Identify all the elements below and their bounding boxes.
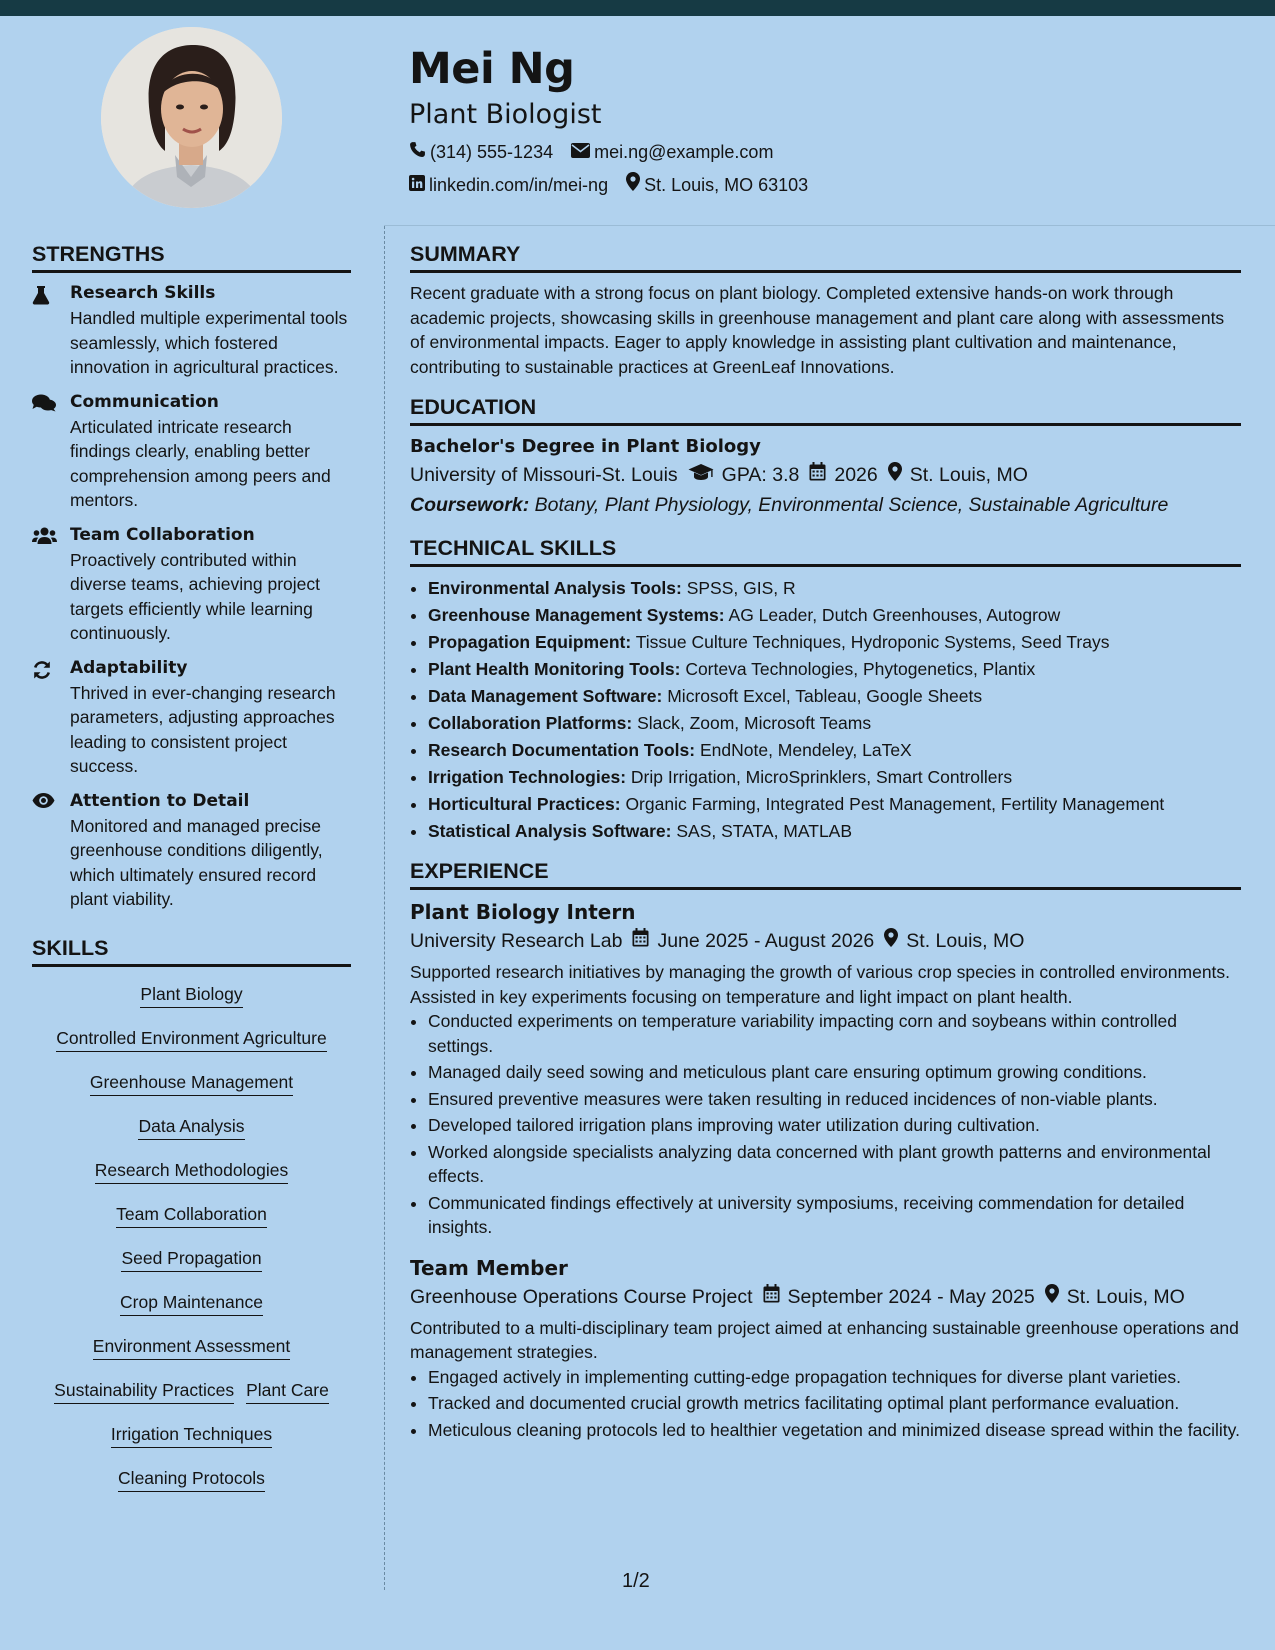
list-item: • Meticulous cleaning protocols led to healthier vegetation and minimized disease spread within the facility. (428, 1418, 1241, 1443)
skills-heading: SKILLS (32, 934, 351, 967)
email-address[interactable]: mei.ng@example.com (594, 142, 774, 162)
strength-title: Communication (70, 391, 219, 412)
strength-description: Monitored and managed precise greenhouse conditions diligently, which ultimately ensured record plant viability. (70, 815, 323, 909)
summary-heading: SUMMARY (410, 240, 1241, 273)
skill-tag: Environment Assessment (93, 1335, 290, 1360)
job-bullets (410, 1365, 1241, 1443)
strength-title: Research Skills (70, 283, 216, 303)
map-marker-icon (626, 172, 644, 197)
technical-skills-heading: TECHNICAL SKILLS (410, 534, 1241, 567)
skill-tag: Controlled Environment Agriculture (56, 1027, 326, 1052)
degree-title: Bachelor's Degree in Plant Biology (410, 436, 761, 457)
skill-tag: Irrigation Techniques (111, 1423, 272, 1448)
list-item: • Collaboration Platforms: Slack, Zoom, Microsoft Teams (428, 710, 1241, 737)
summary-text: Recent graduate with a strong focus on plant biology. Completed extensive hands-on work through academic projects, showcasing skills in greenhouse management and plant care along with assessments of environmental impacts. Eager to apply knowledge in assisting plant cultivation and maintenance, contributing to sustainable practices at GreenLeaf Innovations. (410, 283, 1225, 377)
strength-item (32, 281, 351, 380)
skill-tag: Team Collaboration (116, 1203, 267, 1228)
job-meta (410, 926, 1241, 956)
skill-tag: Research Methodologies (95, 1159, 289, 1184)
list-item: • Plant Health Monitoring Tools: Corteva Technologies, Phytogenetics, Plantix (428, 656, 1241, 683)
education-heading: EDUCATION (410, 393, 1241, 426)
strength-title: Team Collaboration (70, 524, 255, 545)
strength-title: Adaptability (70, 657, 188, 678)
list-item: • Greenhouse Management Systems: AG Leader, Dutch Greenhouses, Autogrow (428, 602, 1241, 629)
candidate-name: Mei Ng (409, 44, 575, 94)
linkedin-link[interactable]: linkedin.com/in/mei-ng (429, 174, 609, 195)
job-meta (410, 1282, 1241, 1312)
map-marker-icon (884, 926, 906, 956)
job-entry (410, 898, 1241, 1240)
job-description: Contributed to a multi-disciplinary team project aimed at enhancing sustainable greenhouse operations and management strategies. (410, 1317, 1239, 1362)
job-organization: Greenhouse Operations Course Project (410, 1285, 753, 1308)
skill-tag: Plant Biology (140, 983, 242, 1008)
education-meta (410, 460, 1241, 490)
header-divider (384, 225, 1275, 226)
phone-icon (409, 140, 430, 164)
list-item: • Conducted experiments on temperature variability impacting corn and soybeans within controlled settings. (428, 1009, 1241, 1058)
list-item: • Engaged actively in implementing cutting-edge propagation techniques for diverse plant varieties. (428, 1365, 1241, 1390)
comments-icon (32, 390, 70, 513)
linkedin-icon (409, 173, 429, 197)
strength-description: Proactively contributed within diverse teams, achieving project targets efficiently while learning continuously. (70, 549, 320, 643)
list-item: • Environmental Analysis Tools: SPSS, GIS, R (428, 575, 1241, 602)
coursework-label: Coursework: (410, 494, 530, 516)
list-item: • Propagation Equipment: Tissue Culture Techniques, Hydroponic Systems, Seed Trays (428, 629, 1241, 656)
candidate-title: Plant Biologist (409, 99, 602, 130)
right-column (410, 240, 1241, 1444)
strength-item (32, 523, 351, 646)
job-dates: June 2025 - August 2026 (657, 930, 875, 952)
list-item: • Irrigation Technologies: Drip Irrigation, MicroSprinklers, Smart Controllers (428, 764, 1241, 791)
job-location: St. Louis, MO (906, 930, 1025, 952)
list-item: • Tracked and documented crucial growth metrics facilitating optimal plant performance evaluation. (428, 1391, 1241, 1416)
list-item: • Managed daily seed sowing and meticulous plant care ensuring optimum growing conditions. (428, 1060, 1241, 1085)
phone-number[interactable]: (314) 555-1234 (430, 142, 554, 162)
skill-tag: Cleaning Protocols (118, 1467, 265, 1492)
strength-item (32, 789, 351, 912)
sync-icon (32, 656, 70, 779)
list-item: • Developed tailored irrigation plans improving water utilization during cultivation. (428, 1113, 1241, 1138)
job-description: Supported research initiatives by managing the growth of various crop species in controlled environments. Assisted in key experiments focusing on temperature and light impact on plant health. (410, 962, 1231, 1007)
left-column (32, 240, 351, 1503)
strength-description: Handled multiple experimental tools seamlessly, which fostered innovation in agricultural practices. (70, 308, 348, 377)
contact-row-2 (409, 172, 826, 197)
coursework (410, 490, 1241, 520)
list-item: • Research Documentation Tools: EndNote, Mendeley, LaTeX (428, 737, 1241, 764)
profile-photo (101, 27, 282, 208)
skill-tag: Crop Maintenance (120, 1291, 263, 1316)
list-item: • Ensured preventive measures were taken resulting in reduced incidences of non-viable plants. (428, 1087, 1241, 1112)
envelope-icon (571, 140, 594, 164)
graduation-cap-icon (688, 460, 722, 490)
technical-skills-list (410, 575, 1241, 845)
map-marker-icon (1045, 1282, 1067, 1312)
strength-item (32, 656, 351, 779)
strength-item (32, 390, 351, 513)
job-dates: September 2024 - May 2025 (787, 1285, 1035, 1308)
experience-heading: EXPERIENCE (410, 857, 1241, 890)
list-item: • Worked alongside specialists analyzing data concerned with plant growth patterns and environmental effects. (428, 1140, 1241, 1189)
page-number: 1/2 (622, 1570, 650, 1592)
resume-header (409, 40, 826, 197)
list-item: • Communicated findings effectively at university symposiums, receiving commendation for detailed insights. (428, 1191, 1241, 1240)
skills-list (32, 975, 351, 1503)
school-name: University of Missouri-St. Louis (410, 464, 678, 486)
list-item: • Data Management Software: Microsoft Excel, Tableau, Google Sheets (428, 683, 1241, 710)
calendar-icon (632, 926, 657, 956)
top-accent-bar (0, 0, 1275, 16)
contact-row-1 (409, 140, 826, 164)
job-entry (410, 1254, 1241, 1443)
job-organization: University Research Lab (410, 930, 623, 952)
skill-tag: Greenhouse Management (90, 1071, 293, 1096)
education-location: St. Louis, MO (909, 464, 1028, 486)
graduation-year: 2026 (834, 464, 878, 486)
strength-description: Articulated intricate research findings clearly, enabling better comprehension among peers and mentors. (70, 416, 331, 510)
job-bullets (410, 1009, 1241, 1240)
list-item: • Horticultural Practices: Organic Farming, Integrated Pest Management, Fertility Management (428, 791, 1241, 818)
skill-tag: Data Analysis (138, 1115, 244, 1140)
strength-description: Thrived in ever-changing research parameters, adjusting approaches leading to consistent project success. (70, 682, 336, 776)
skill-tag: Sustainability Practices (54, 1379, 234, 1404)
users-icon (32, 523, 70, 646)
eye-icon (32, 789, 70, 912)
calendar-icon (763, 1282, 788, 1312)
header-location: St. Louis, MO 63103 (644, 174, 809, 195)
flask-icon (32, 281, 70, 380)
job-title: Plant Biology Intern (410, 900, 636, 924)
job-location: St. Louis, MO (1066, 1285, 1185, 1308)
skill-tag: Plant Care (246, 1379, 329, 1404)
map-marker-icon (888, 460, 910, 490)
job-title: Team Member (410, 1255, 568, 1280)
strengths-heading: STRENGTHS (32, 240, 351, 273)
strength-title: Attention to Detail (70, 790, 250, 811)
calendar-icon (809, 460, 834, 490)
coursework-list: Botany, Plant Physiology, Environmental Science, Sustainable Agriculture (534, 494, 1169, 516)
skill-tag: Seed Propagation (121, 1247, 261, 1272)
column-divider (384, 226, 385, 1590)
list-item: • Statistical Analysis Software: SAS, STATA, MATLAB (428, 818, 1241, 845)
gpa: GPA: 3.8 (721, 464, 800, 486)
